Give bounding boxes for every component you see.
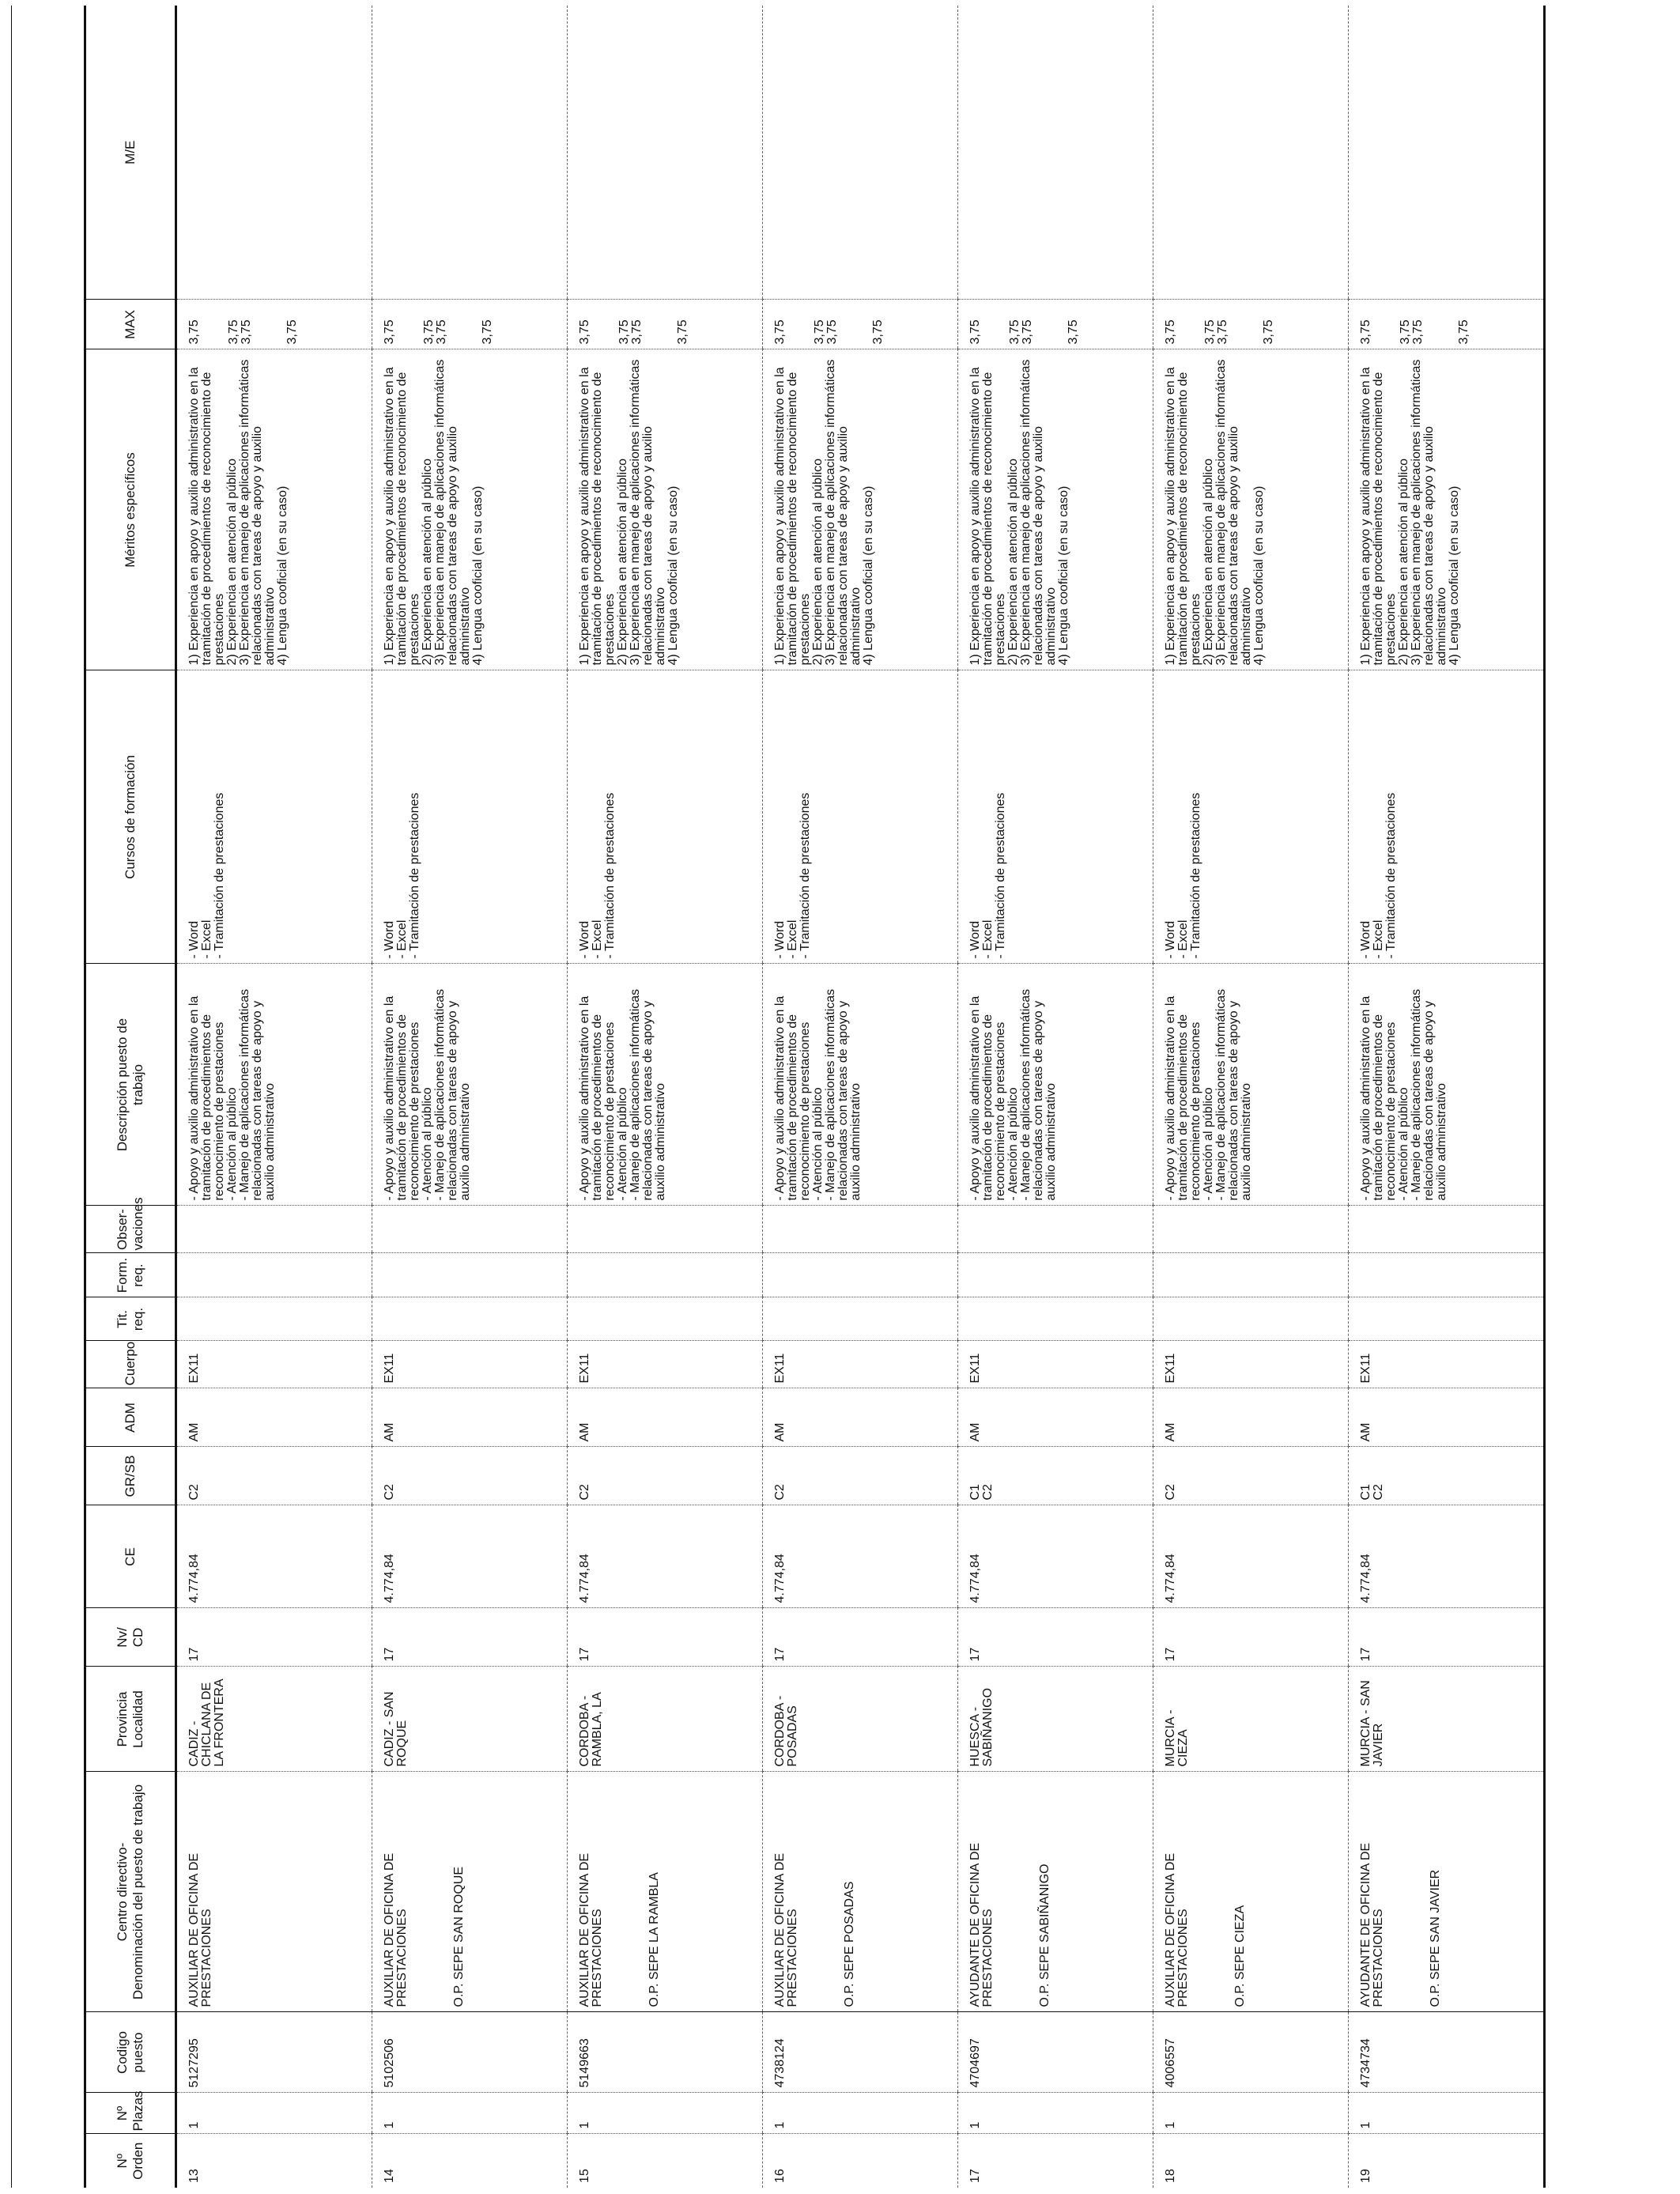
- max-value: 3,75: [1216, 319, 1229, 345]
- header-codigo: Codigo puesto: [85, 2012, 176, 2093]
- max-value: 3,75: [435, 319, 448, 345]
- cell-meritos: 1) Experiencia en apoyo y auxilio administrativo en la tramitación de procedimientos de reconocimiento de prestaciones 2) Experiencia en atención al público 3) Experiencia en manejo de aplicaciones informáticas relacionadas con tareas de apoyo y auxilio administrativo 4) Lengua cooficial (en su caso): [176, 349, 372, 670]
- cell-cuerpo: EX11: [568, 1341, 763, 1388]
- header-cursos: Cursos de formación: [85, 670, 176, 964]
- cell-meritos: 1) Experiencia en apoyo y auxilio administrativo en la tramitación de procedimientos de reconocimiento de prestaciones 2) Experiencia en atención al público 3) Experiencia en manejo de aplicaciones informáticas relacionadas con tareas de apoyo y auxilio administrativo 4) Lengua cooficial (en su caso): [568, 349, 763, 670]
- max-value: 3,75: [1067, 319, 1080, 345]
- cell-adm: AM: [1153, 1388, 1349, 1447]
- cell-obs: [1153, 1206, 1349, 1253]
- max-value: 3,75: [1164, 319, 1177, 345]
- max-value: 3,75: [825, 319, 839, 345]
- cell-descripcion: - Apoyo y auxilio administrativo en la tramitación de procedimientos de reconocimiento de prestaciones - Atención al público - Manejo de aplicaciones informáticas relacionadas con tareas de apoyo y auxilio administrativo: [958, 964, 1153, 1206]
- cell-grupo: C2: [568, 1447, 763, 1505]
- cell-ce: 4.774,84: [568, 1505, 763, 1608]
- max-value: 3,75: [813, 319, 826, 345]
- puesto-denominacion: AUXILIAR DE OFICINA DE PRESTACIONES: [187, 1852, 213, 2007]
- cell-nivel: 17: [176, 1608, 372, 1667]
- cell-cuerpo: EX11: [763, 1341, 958, 1388]
- cell-obs: [763, 1206, 958, 1253]
- table-row: [763, 6, 958, 2188]
- cell-codigo: 4704697: [958, 2012, 1153, 2093]
- max-value: 3,75: [1359, 319, 1372, 345]
- cell-centro: [763, 1772, 958, 2012]
- max-value: 3,75: [422, 319, 436, 345]
- cell-adm: AM: [372, 1388, 568, 1447]
- cell-ce: 4.774,84: [763, 1505, 958, 1608]
- cell-cursos: - Word - Excel - Tramitación de prestaciones: [763, 670, 958, 964]
- header-centro: Centro directivo- Denominación del puesto de trabajo: [85, 1772, 176, 2012]
- cell-tit: [1349, 1297, 1545, 1341]
- max-value: 3,75: [968, 319, 982, 345]
- cell-provincia: HUESCA - SABIÑANIGO: [958, 1667, 1153, 1772]
- header-tit: Tit. req.: [85, 1297, 176, 1341]
- max-value: 3,75: [773, 319, 787, 345]
- cell-max: [1349, 300, 1545, 349]
- cell-meritos: 1) Experiencia en apoyo y auxilio administrativo en la tramitación de procedimientos de reconocimiento de prestaciones 2) Experiencia en atención al público 3) Experiencia en manejo de aplicaciones informáticas relacionadas con tareas de apoyo y auxilio administrativo 4) Lengua cooficial (en su caso): [372, 349, 568, 670]
- cell-meritos: 1) Experiencia en apoyo y auxilio administrativo en la tramitación de procedimientos de reconocimiento de prestaciones 2) Experiencia en atención al público 3) Experiencia en manejo de aplicaciones informáticas relacionadas con tareas de apoyo y auxilio administrativo 4) Lengua cooficial (en su caso): [763, 349, 958, 670]
- cell-obs: [568, 1206, 763, 1253]
- table-row: [568, 6, 763, 2188]
- unidad-nombre: O.P. SEPE POSADAS: [843, 1881, 856, 2007]
- header-meritos: Méritos específicos: [85, 349, 176, 670]
- cell-meritos: 1) Experiencia en apoyo y auxilio administrativo en la tramitación de procedimientos de reconocimiento de prestaciones 2) Experiencia en atención al público 3) Experiencia en manejo de aplicaciones informáticas relacionadas con tareas de apoyo y auxilio administrativo 4) Lengua cooficial (en su caso): [1349, 349, 1545, 670]
- cell-form: [958, 1253, 1153, 1297]
- cell-ce: 4.774,84: [372, 1505, 568, 1608]
- cell-codigo: 5149663: [568, 2012, 763, 2093]
- cell-orden: 18: [1153, 2134, 1349, 2188]
- cell-cuerpo: EX11: [958, 1341, 1153, 1388]
- unidad-nombre: O.P. SEPE SABIÑANIGO: [1038, 1864, 1051, 2007]
- cell-centro: [176, 1772, 372, 2012]
- cell-descripcion: - Apoyo y auxilio administrativo en la tramitación de procedimientos de reconocimiento de prestaciones - Atención al público - Manejo de aplicaciones informáticas relacionadas con tareas de apoyo y auxilio administrativo: [763, 964, 958, 1206]
- max-value: 3,75: [1262, 319, 1275, 345]
- table-row: [176, 6, 372, 2188]
- max-value: 3,75: [630, 319, 644, 345]
- puesto-denominacion: AYUDANTE DE OFICINA DE PRESTACIONES: [968, 1842, 995, 2007]
- cell-tit: [568, 1297, 763, 1341]
- header-obs: Obser- vaciones: [85, 1206, 176, 1253]
- cell-obs: [176, 1206, 372, 1253]
- cell-codigo: 4006557: [1153, 2012, 1349, 2093]
- cell-descripcion: - Apoyo y auxilio administrativo en la tramitación de procedimientos de reconocimiento de prestaciones - Atención al público - Manejo de aplicaciones informáticas relacionadas con tareas de apoyo y auxilio administrativo: [372, 964, 568, 1206]
- cell-form: [1349, 1253, 1545, 1297]
- cell-centro: [568, 1772, 763, 2012]
- cell-tit: [1153, 1297, 1349, 1341]
- cell-form: [1153, 1253, 1349, 1297]
- cell-meritos: 1) Experiencia en apoyo y auxilio administrativo en la tramitación de procedimientos de reconocimiento de prestaciones 2) Experiencia en atención al público 3) Experiencia en manejo de aplicaciones informáticas relacionadas con tareas de apoyo y auxilio administrativo 4) Lengua cooficial (en su caso): [1153, 349, 1349, 670]
- cell-provincia: CORDOBA - POSADAS: [763, 1667, 958, 1772]
- cell-centro: [958, 1772, 1153, 2012]
- cell-form: [763, 1253, 958, 1297]
- cell-max: [763, 300, 958, 349]
- header-ce: CE: [85, 1505, 176, 1608]
- cell-me: [372, 6, 568, 300]
- cell-nivel: 17: [1153, 1608, 1349, 1667]
- max-value: 3,75: [1411, 319, 1425, 345]
- cell-tit: [176, 1297, 372, 1341]
- header-max: MAX: [85, 300, 176, 349]
- cell-obs: [958, 1206, 1153, 1253]
- cell-nivel: 17: [372, 1608, 568, 1667]
- max-value: 3,75: [383, 319, 396, 345]
- cell-orden: 17: [958, 2134, 1153, 2188]
- cell-descripcion: - Apoyo y auxilio administrativo en la tramitación de procedimientos de reconocimiento de prestaciones - Atención al público - Manejo de aplicaciones informáticas relacionadas con tareas de apoyo y auxilio administrativo: [1349, 964, 1545, 1206]
- max-value: 3,75: [617, 319, 631, 345]
- cell-tit: [372, 1297, 568, 1341]
- cell-grupo: C2: [176, 1447, 372, 1505]
- cell-tit: [958, 1297, 1153, 1341]
- puesto-denominacion: AYUDANTE DE OFICINA DE PRESTACIONES: [1359, 1842, 1385, 2007]
- cell-obs: [1349, 1206, 1545, 1253]
- max-value: 3,75: [1399, 319, 1412, 345]
- cell-adm: AM: [1349, 1388, 1545, 1447]
- unidad-nombre: O.P. SEPE SAN JAVIER: [1429, 1869, 1442, 2007]
- cell-obs: [372, 1206, 568, 1253]
- cell-ce: 4.774,84: [176, 1505, 372, 1608]
- cell-cursos: - Word - Excel - Tramitación de prestaciones: [1153, 670, 1349, 964]
- cell-provincia: MURCIA - SAN JAVIER: [1349, 1667, 1545, 1772]
- cell-orden: 16: [763, 2134, 958, 2188]
- cell-max: [176, 300, 372, 349]
- cell-orden: 19: [1349, 2134, 1545, 2188]
- cell-me: [763, 6, 958, 300]
- max-value: 3,75: [240, 319, 253, 345]
- cell-ce: 4.774,84: [1153, 1505, 1349, 1608]
- table-row: [1349, 6, 1545, 2188]
- max-value: 3,75: [1021, 319, 1034, 345]
- cell-ce: 4.774,84: [958, 1505, 1153, 1608]
- cell-nivel: 17: [1349, 1608, 1545, 1667]
- cell-provincia: MURCIA - CIEZA: [1153, 1667, 1349, 1772]
- cell-me: [1349, 6, 1545, 300]
- cell-nivel: 17: [763, 1608, 958, 1667]
- cell-form: [568, 1253, 763, 1297]
- cell-grupo: C2: [372, 1447, 568, 1505]
- max-value: 3,75: [676, 319, 689, 345]
- cell-nivel: 17: [958, 1608, 1153, 1667]
- cell-me: [176, 6, 372, 300]
- table-row: [1153, 6, 1349, 2188]
- cell-cuerpo: EX11: [1349, 1341, 1545, 1388]
- cell-codigo: 5102506: [372, 2012, 568, 2093]
- cell-plazas: 1: [763, 2093, 958, 2134]
- cell-orden: 15: [568, 2134, 763, 2188]
- cell-centro: [372, 1772, 568, 2012]
- cell-codigo: 4734734: [1349, 2012, 1545, 2093]
- cell-codigo: 5127295: [176, 2012, 372, 2093]
- header-grupo: GR/SB: [85, 1447, 176, 1505]
- max-value: 3,75: [1457, 319, 1470, 345]
- cell-provincia: CORDOBA - RAMBLA, LA: [568, 1667, 763, 1772]
- unidad-nombre: O.P. SEPE CIEZA: [1233, 1905, 1247, 2007]
- header-nivel: Nv/ CD: [85, 1608, 176, 1667]
- cell-adm: AM: [958, 1388, 1153, 1447]
- cell-centro: [1349, 1772, 1545, 2012]
- max-value: 3,75: [1008, 319, 1021, 345]
- cell-cuerpo: EX11: [176, 1341, 372, 1388]
- max-value: 3,75: [481, 319, 494, 345]
- cell-plazas: 1: [176, 2093, 372, 2134]
- cell-grupo: C2: [763, 1447, 958, 1505]
- cell-cursos: - Word - Excel - Tramitación de prestaciones: [1349, 670, 1545, 964]
- cell-me: [958, 6, 1153, 300]
- header-provincia: Provincia Localidad: [85, 1667, 176, 1772]
- puesto-denominacion: AUXILIAR DE OFICINA DE PRESTACIONES: [578, 1852, 604, 2007]
- cell-descripcion: - Apoyo y auxilio administrativo en la tramitación de procedimientos de reconocimiento de prestaciones - Atención al público - Manejo de aplicaciones informáticas relacionadas con tareas de apoyo y auxilio administrativo: [568, 964, 763, 1206]
- cell-max: [1153, 300, 1349, 349]
- header-orden: Nº Orden: [85, 2134, 176, 2188]
- cell-max: [958, 300, 1153, 349]
- cell-plazas: 1: [568, 2093, 763, 2134]
- cell-meritos: 1) Experiencia en apoyo y auxilio administrativo en la tramitación de procedimientos de reconocimiento de prestaciones 2) Experiencia en atención al público 3) Experiencia en manejo de aplicaciones informáticas relacionadas con tareas de apoyo y auxilio administrativo 4) Lengua cooficial (en su caso): [958, 349, 1153, 670]
- top-rule: [0, 6, 12, 2188]
- puesto-denominacion: AUXILIAR DE OFICINA DE PRESTACIONES: [773, 1852, 799, 2007]
- cell-cuerpo: EX11: [372, 1341, 568, 1388]
- max-value: 3,75: [871, 319, 885, 345]
- table-header-row: [85, 6, 176, 2188]
- max-value: 3,75: [578, 319, 591, 345]
- cell-adm: AM: [568, 1388, 763, 1447]
- cell-adm: AM: [763, 1388, 958, 1447]
- table-row: [958, 6, 1153, 2188]
- table-row: [372, 6, 568, 2188]
- unidad-nombre: O.P. SEPE LA RAMBLA: [647, 1872, 661, 2007]
- max-value: 3,75: [187, 319, 201, 345]
- cell-adm: AM: [176, 1388, 372, 1447]
- cell-ce: 4.774,84: [1349, 1505, 1545, 1608]
- cell-cuerpo: EX11: [1153, 1341, 1349, 1388]
- header-plazas: Nº Plazas: [85, 2093, 176, 2134]
- cell-orden: 13: [176, 2134, 372, 2188]
- cell-centro: [1153, 1772, 1349, 2012]
- cell-plazas: 1: [958, 2093, 1153, 2134]
- cell-max: [372, 300, 568, 349]
- cell-form: [176, 1253, 372, 1297]
- cell-plazas: 1: [372, 2093, 568, 2134]
- cell-provincia: CADIZ - CHICLANA DE LA FRONTERA: [176, 1667, 372, 1772]
- cell-me: [568, 6, 763, 300]
- cell-plazas: 1: [1349, 2093, 1545, 2134]
- cell-cursos: - Word - Excel - Tramitación de prestaciones: [176, 670, 372, 964]
- job-positions-table: [84, 6, 1546, 2188]
- cell-provincia: CADIZ - SAN ROQUE: [372, 1667, 568, 1772]
- cell-max: [568, 300, 763, 349]
- max-value: 3,75: [227, 319, 240, 345]
- cell-nivel: 17: [568, 1608, 763, 1667]
- header-descripcion: Descripción puesto de trabajo: [85, 964, 176, 1206]
- cell-cursos: - Word - Excel - Tramitación de prestaciones: [568, 670, 763, 964]
- table-body: [176, 6, 1545, 2188]
- max-value: 3,75: [1203, 319, 1217, 345]
- cell-codigo: 4738124: [763, 2012, 958, 2093]
- header-form: Form. req.: [85, 1253, 176, 1297]
- cell-cursos: - Word - Excel - Tramitación de prestaciones: [372, 670, 568, 964]
- cell-orden: 14: [372, 2134, 568, 2188]
- header-cuerpo: Cuerpo: [85, 1341, 176, 1388]
- cell-grupo: C1 C2: [958, 1447, 1153, 1505]
- cell-form: [372, 1253, 568, 1297]
- cell-descripcion: - Apoyo y auxilio administrativo en la tramitación de procedimientos de reconocimiento de prestaciones - Atención al público - Manejo de aplicaciones informáticas relacionadas con tareas de apoyo y auxilio administrativo: [176, 964, 372, 1206]
- puesto-denominacion: AUXILIAR DE OFICINA DE PRESTACIONES: [1164, 1852, 1190, 2007]
- cell-descripcion: - Apoyo y auxilio administrativo en la tramitación de procedimientos de reconocimiento de prestaciones - Atención al público - Manejo de aplicaciones informáticas relacionadas con tareas de apoyo y auxilio administrativo: [1153, 964, 1349, 1206]
- cell-grupo: C2: [1153, 1447, 1349, 1505]
- cell-plazas: 1: [1153, 2093, 1349, 2134]
- header-me: M/E: [85, 6, 176, 300]
- cell-me: [1153, 6, 1349, 300]
- cell-cursos: - Word - Excel - Tramitación de prestaciones: [958, 670, 1153, 964]
- cell-tit: [763, 1297, 958, 1341]
- max-value: 3,75: [285, 319, 299, 345]
- unidad-nombre: O.P. SEPE SAN ROQUE: [452, 1866, 466, 2007]
- header-adm: ADM: [85, 1388, 176, 1447]
- puesto-denominacion: AUXILIAR DE OFICINA DE PRESTACIONES: [383, 1852, 409, 2007]
- cell-grupo: C1 C2: [1349, 1447, 1545, 1505]
